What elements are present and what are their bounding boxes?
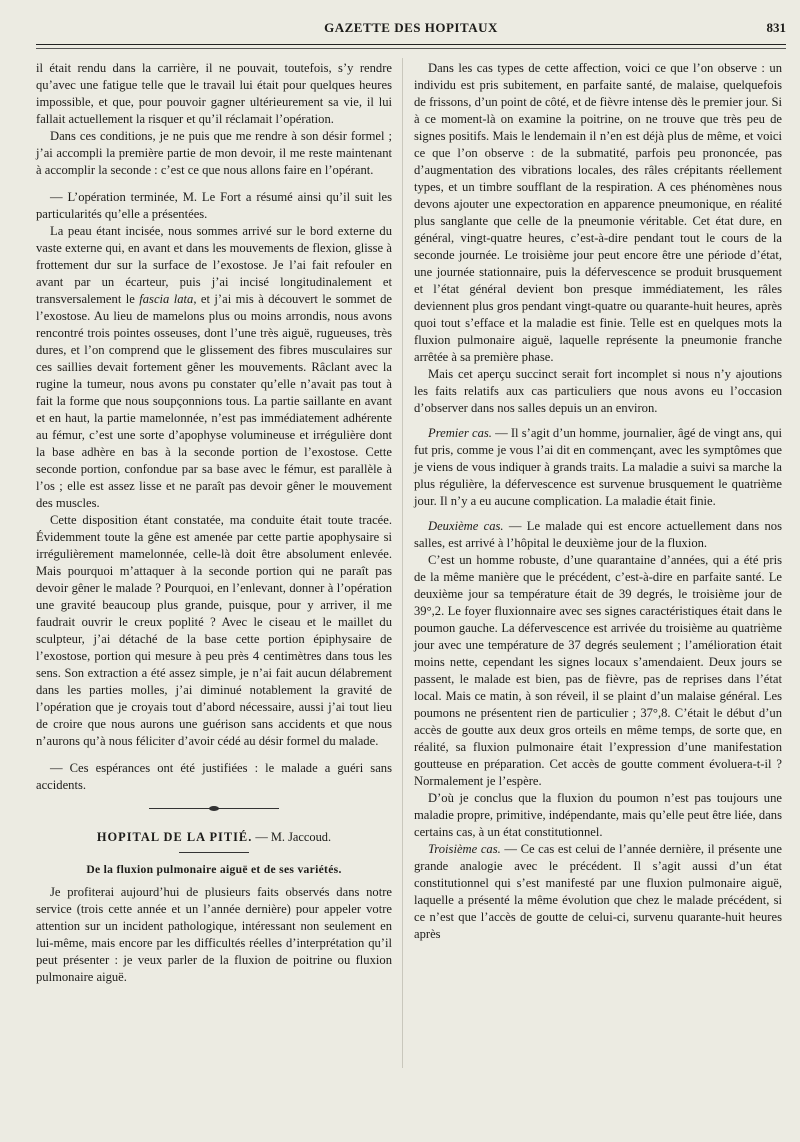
paragraph: Dans ces conditions, je ne puis que me rendre à son désir formel ; j’ai accompli la première partie de mon devoir, il me reste maintenant à accomplir la seconde : c’est ce que nous allons faire en l’opérant. (36, 129, 392, 177)
paragraph: D’où je conclus que la fluxion du poumon n’est pas toujours une maladie propre, primitive, indépendante, mais qu’elle peut être liée, dans certains cas, à un état constitutionnel. (414, 791, 782, 839)
paragraph: il était rendu dans la carrière, il ne pouvait, toutefois, s’y rendre qu’avec une fatigue telle que le travail lui était pour quelques heures impossible, et que, pour pouvoir gagner ultérieurement sa vie, il lui fallait actuellement la risquer et qu’il réclamait l’opération. (36, 61, 392, 126)
page-header (36, 20, 786, 42)
paragraph (36, 223, 392, 512)
case-label: Premier cas. (428, 426, 492, 440)
text-run: La peau étant incisée, nous sommes arrivé sur le bord externe du vaste externe qui, en avant et dans les mouvements de flexion, glisse à frottement dur sur la surface de l’exostose. Je l’ai fait refouler en avant par un écarteur, puis j’ai incisé longitudinalement et transversalement le (36, 224, 392, 306)
case-label: Troisième cas. (428, 842, 501, 856)
case-label: Deuxième cas. (428, 519, 504, 533)
paragraph (414, 841, 782, 943)
section-separator (149, 808, 279, 809)
italic-term: fascia lata (139, 292, 194, 306)
paragraph: — Ces espérances ont été justifiées : le malade a guéri sans accidents. (36, 761, 392, 792)
paragraph: Cette disposition étant constatée, ma conduite était toute tracée. Évidemment toute la gêne est amenée par cette partie apophysaire si irrégulièrement mamelonnée, celle-là doit être absolument enlevée. Mais pourquoi m’attaquer à la seconde portion qui ne paraît pas devoir gêner le malade ? Pourquoi, en l’enlevant, donner à l’opération une gravité beaucoup plus grande, puisque, pour y arriver, il me faudrait ouvrir le creux poplité ? Avec le ciseau et le maillet du sculpteur, j’ai détaché de la base cette portion épiphysaire de l’exostose, portion qui mesure à peu près 4 centimètres dans tous les sens. Son extraction a été assez simple, je n’ai fait aucun délabrement dans les parties molles, j’ai diminué notablement la gravité de l’opération que je croyais tout d’abord nécessaire, aussi j’ai tout lieu de croire que nous aurons une guérison sans accidents et que nous n’aurons qu’à nous féliciter d’avoir cédé au désir formel du malade. (36, 513, 392, 748)
heading-rule (179, 852, 249, 853)
text-run: , et j’ai mis à découvert le sommet de l’exostose. Au lieu de mamelons plus ou moins arrondis, nous avons rencontré trois pointes osseuses, dont l’une très aiguë, rugueuses, très dures, et l’on comprend que le glissement des fibres musculaires sur ces saillies devait fortement gêner les mouvements. Râclant avec la rugine la tumeur, nous avons pu constater qu’elle n’avait pas tout à fait la forme que nous soupçonnions tous. La partie saillante en avant et en haut, la partie mamelonnée, n’est pas immédiatement adhérente au fémur, c’est une sorte d’apophyse volumineuse et irrégulière dont la base adhère en bas à la seconde portion de l’exostose. Cette seconde portion, confondue par sa base avec le fémur, est parallèle à l’os ; elle est assez lisse et ne paraît pas devoir gêner le mouvement des muscles. (36, 292, 392, 510)
lesson-title: De la fluxion pulmonaire aiguë et de ses variétés. (86, 863, 342, 876)
paragraph (414, 425, 782, 510)
hospital-heading (36, 829, 392, 846)
header-rule (36, 44, 786, 45)
paragraph: Mais cet aperçu succinct serait fort incomplet si nous n’y ajoutions les faits relatifs aux cas particuliers que nous avons eu l’occasion d’observer dans nos salles depuis un an environ. (414, 367, 782, 415)
right-column (414, 60, 782, 943)
page-number: 831 (766, 20, 786, 35)
paragraph: C’est un homme robuste, d’une quarantaine d’années, qui a été pris de la même manière que le précédent, c’est-à-dire en parfaite santé. Le deuxième jour sa température était de 39 degrés, le troisième jour de 39°,2. Le foyer fluxionnaire avec ses signes caractéristiques était dans le poumon gauche. La défervescence est arrivée du troisième au quatrième jour avec une température de 37 degrés seulement ; l’amélioration était moins nette, cependant les signes locaux s’amendaient. Deux jours se passent, le malade est bien, pas de fièvre, pas de reprises dans l’état local. Mais ce matin, à son réveil, il se plaint d’un malaise général. Les poumons ne présentent rien de particulier ; 37°,8. C’était le début d’un accès de goutte aux deux gros orteils en même temps, de sorte que, en réalité, sa fluxion pulmonaire était l’expression d’une manifestation goutteuse en préparation. Cet accès de goutte comment évoluera-t-il ? Normalement je l’espère. (414, 553, 782, 788)
text-run: — Ce cas est celui de l’année dernière, il présente une grande analogie avec le précédent. Il s’agit aussi d’un état constitutionnel qui s’est manifesté par une fluxion pulmonaire aiguë, laquelle a présenté la même évolution que chez le malade précédent, si ce n’est que l’accès de goutte de celui-ci, survenu quarante-huit heures après (414, 842, 783, 941)
header-rule-thin (36, 48, 786, 49)
journal-title: GAZETTE DES HOPITAUX (324, 20, 498, 35)
column-divider (402, 58, 403, 1068)
paragraph: Je profiterai aujourd’hui de plusieurs faits observés dans notre service (trois cette année et un l’année dernière) pour appeler votre attention sur un incident pathologique, intéressant non seulement en lui-même, mais encore par les difficultés réelles d’interprétation qu’il peut présenter : je veux parler de la fluxion de poitrine ou fluxion pulmonaire aiguë. (36, 885, 392, 984)
hospital-author: — M. Jaccoud. (252, 830, 332, 844)
paragraph: — L’opération terminée, M. Le Fort a résumé ainsi qu’il suit les particularités qu’elle a présentées. (36, 190, 392, 221)
text-run: — Le malade qui est encore actuellement dans nos salles, est arrivé à l’hôpital le deuxième jour de la fluxion. (414, 519, 782, 550)
paragraph (414, 518, 782, 552)
hospital-name: HOPITAL DE LA PITIÉ. (96, 830, 253, 844)
paragraph: Dans les cas types de cette affection, voici ce que l’on observe : un individu est pris subitement, en parfaite santé, de malaise, quelquefois de frissons, d’un point de côté, et de fièvre intense dès le premier jour. Si à ce moment-là on examine la poitrine, on ne trouve que très peu de signes positifs. Mais le lendemain il n’en est déjà plus de même, et voici ce que l’on observe : de la submatité, parfois peu prononcée, pas d’augmentation des vibrations locales, des râles crépitants réellement types, et un timbre soufflant de la respiration. A ces phénomènes nous devons ajouter une expectoration en apparence pneumonique, en réalité plus sanglante que celle de la pneumonie véritable. Cet état dure, en général, vingt-quatre heures, c’est-à-dire pendant tout le cours de la seconde journée. Le troisième jour peut encore être une période d’état, une journée stationnaire, puis la défervescence se produit brusquement et l’état général devient bon presque immédiatement, les râles deviennent plus gros pendant vingt-quatre ou quarante-huit heures, après quoi tout s’efface et la maladie est finie. Telle est en quelques mots la fluxion pulmonaire aiguë, laquelle représente la pneumonie franche arrêtée à sa première phase. (414, 61, 782, 364)
text-run: — Il s’agit d’un homme, journalier, âgé de vingt ans, qui fut pris, comme je vous l’ai dit en commençant, avec les symptômes que je viens de vous indiquer à grands traits. La maladie a suivi sa marche la plus régulière, la défervescence est survenue brusquement le quatrième jour. Il n’y a eu aucune complication. La maladie était finie. (414, 426, 782, 508)
left-column (36, 60, 392, 986)
